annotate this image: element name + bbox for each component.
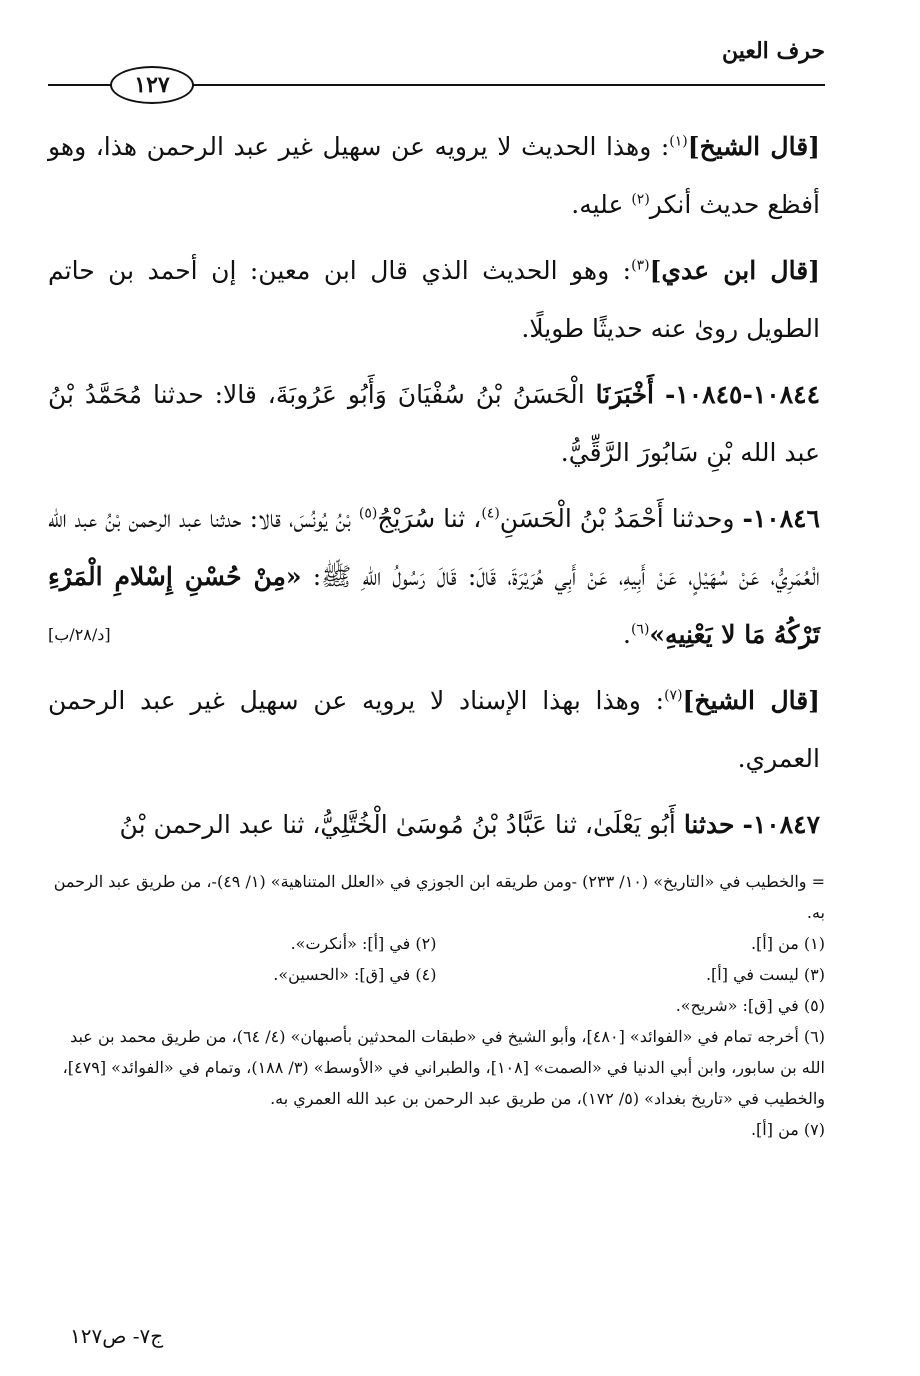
hadith-number: ١٠٨٤٤-١٠٨٤٥- (664, 380, 820, 409)
paragraph-text: : وهو الحديث الذي قال ابن معين: إن أحمد بن حاتم الطويل روىٰ عنه حديثًا طويلًا. (48, 256, 820, 343)
paragraph-sheikh-comment (48, 118, 820, 234)
speaker-label: [قال الشيخ] (682, 686, 821, 715)
footnote-continuation: = والخطيب في «التاريخ» (١٠/ ٢٣٣) -ومن طريقه ابن الجوزي في «العلل المتناهية» (١/ ٤٩)-، من طريق عبد الرحمن به. (53, 872, 825, 922)
footnote-ref[interactable]: (٤) (481, 505, 500, 522)
paragraph-text: عليه. (571, 190, 632, 219)
paragraph-text: : وهذا بهذا الإسناد لا يرويه عن سهيل غير عبد الرحمن العمري. (48, 686, 820, 773)
footnote-2: (٢) في [أ]: «أنكرت». (290, 934, 437, 953)
hadith-matn: «مِنْ حُسْنِ إِسْلامِ الْمَرْءِ تَرْكُهُ مَا لا يَعْنِيهِ» (48, 562, 820, 649)
footnote-6: (٦) أخرجه تمام في «الفوائد» [٤٨٠]، وأبو الشيخ في «طبقات المحدثين بأصبهان» (٤/ ٦٤)، من طريق محمد بن عبد الله بن سابور، وابن أبي الدنيا في «الصمت» [١٠٨]، والطبراني في «الأوسط» (٣/ ١٨٨)، وتمام في «الفوائد» [٤٧٩]، والخطيب في «تاريخ بغداد» (٥/ ١٧٢)، من طريق عبد الرحمن بن عبد الله العمري به. (62, 1027, 825, 1108)
footnote-3: (٣) ليست في [أ]. (705, 965, 825, 984)
isnad-text: وحدثنا أَحْمَدُ بْنُ الْحَسَنِ (499, 504, 743, 533)
footnote-ref[interactable]: (٧) (664, 687, 683, 704)
isnad-text: الْحَسَنُ بْنُ سُفْيَانَ وَأَبُو عَرُوبَةَ، قالا: حدثنا مُحَمَّدُ بْنُ عبد الله بْنِ سَابُورَ الرَّقِّيُّ. (48, 380, 820, 467)
footnote-5: (٥) في [ق]: «شريح». (675, 996, 825, 1015)
footnote-ref[interactable]: (٣) (631, 257, 650, 274)
manuscript-folio: [د/٢٨/ب] (48, 625, 111, 644)
footnote-ref[interactable]: (٦) (630, 621, 650, 638)
footnotes (48, 866, 825, 1145)
footnote-1: (١) من [أ]. (750, 934, 825, 953)
hadith-number: ١٠٨٤٦- (742, 504, 820, 533)
footnote-row (48, 928, 825, 959)
isnad-text: ، ثنا سُرَيْجُ (377, 504, 482, 533)
period: . (623, 620, 631, 649)
paragraph-ibn-adi (48, 242, 820, 358)
footnote-4: (٤) في [ق]: «الحسين». (273, 965, 437, 984)
page-number-badge: ١٢٧ (110, 66, 194, 104)
footnote-7: (٧) من [أ]. (750, 1120, 825, 1139)
footnote-ref[interactable]: (٢) (631, 191, 650, 208)
isnad-keyword: حدثنا (683, 810, 735, 839)
hadith-10844 (48, 366, 820, 482)
paragraph-sheikh-comment-2 (48, 672, 820, 788)
isnad-text: أَبُو يَعْلَىٰ، ثنا عَبَّادُ بْنُ مُوسَىٰ الْخُتَّلِيُّ، ثنا عبد الرحمن بْنُ (119, 810, 684, 839)
footnote-row (48, 959, 825, 990)
footnote-ref[interactable]: (٥) (358, 505, 378, 522)
main-text (48, 118, 820, 862)
speaker-label: [قال الشيخ] (687, 132, 820, 161)
hadith-10846 (48, 490, 820, 664)
volume-page-reference: ج٧- ص١٢٧ (70, 1324, 164, 1348)
hadith-number: ١٠٨٤٧- (742, 810, 820, 839)
footnote-ref[interactable]: (١) (669, 133, 688, 150)
isnad-keyword: أَخْبَرَنَا (595, 380, 654, 409)
speaker-label: [قال ابن عدي] (649, 256, 820, 285)
paragraph-text: : وهذا الحديث لا يرويه عن سهيل غير عبد الرحمن هذا، وهو أفظع حديث أنكر (48, 132, 820, 219)
hadith-10847 (48, 796, 820, 854)
chapter-title: حرف العين (721, 38, 825, 64)
isnad-text: بْنُ يُونُسَ، قالا: حدثنا عبد الرحمن بْنُ عبد الله الْعُمَرِيُّ، عَنْ سُهَيْلٍ، عَنْ أَبِيهِ، عَنْ أَبِي هُرَيْرَةَ، قَالَ: قَالَ رَسُولُ اللهِ ﷺ: (48, 504, 820, 591)
